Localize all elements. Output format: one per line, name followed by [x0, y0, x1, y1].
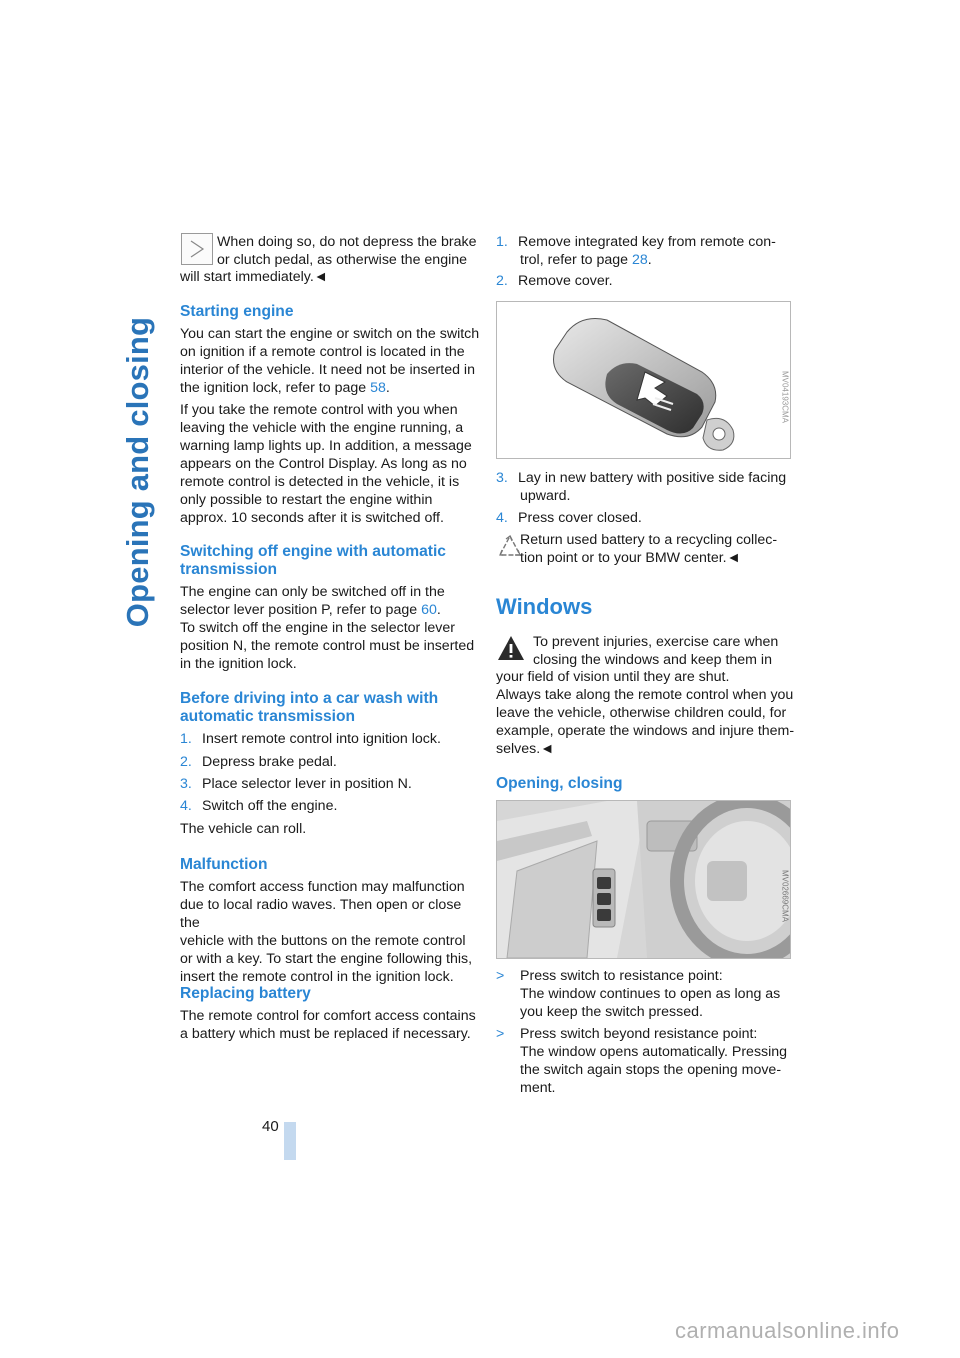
text-line: approx. 10 seconds after it is switched off.: [180, 510, 444, 526]
page-link-28[interactable]: 28: [631, 252, 648, 268]
text-line: Press switch beyond resistance point:: [520, 1026, 758, 1042]
heading-starting-engine: Starting engine: [180, 303, 294, 320]
section-title-text: Opening and closing: [120, 316, 155, 628]
warning-line-1: To prevent injuries, exercise care when: [533, 634, 779, 650]
heading-line: Switching off engine with automatic: [180, 543, 446, 560]
text-line: or with a key. To start the engine following this,: [180, 951, 473, 967]
step-number: 4.: [496, 510, 508, 526]
car-wash-step-3: [180, 775, 412, 793]
heading-malfunction: Malfunction: [180, 856, 268, 873]
text-line: only possible to restart the engine within: [180, 492, 433, 508]
text-line: Always take along the remote control when you: [496, 687, 794, 703]
text-line: insert the remote control in the ignition lock.: [180, 969, 454, 985]
note-line-1: When doing so, do not depress the brake: [217, 234, 477, 250]
text-line: If you take the remote control with you when: [180, 402, 458, 418]
sidebar-section-title: [118, 232, 158, 712]
step-text: Depress brake pedal.: [202, 754, 337, 770]
heading-line: transmission: [180, 561, 278, 578]
footer-watermark: carmanualsonline.info: [675, 1318, 900, 1343]
text-line: leaving the vehicle with the engine running, a: [180, 420, 464, 436]
step-text: Insert remote control into ignition lock.: [202, 731, 441, 747]
text-fragment: the ignition lock, refer to page: [180, 380, 371, 396]
text-line: position N, the remote control must be inserted: [180, 638, 475, 654]
figure-code-container: [778, 841, 791, 951]
text-line: selves.◄: [496, 741, 555, 757]
text-line: a battery which must be replaced if necessary.: [180, 1026, 471, 1042]
heading-replacing-battery: Replacing battery: [180, 985, 311, 1002]
car-wash-after: The vehicle can roll.: [180, 821, 307, 837]
page-number: 40: [262, 1118, 279, 1135]
step-text: upward.: [520, 488, 571, 504]
text-line: You can start the engine or switch on the switch: [180, 326, 480, 342]
step-number: 3.: [496, 470, 508, 486]
car-wash-step-2: [180, 753, 337, 771]
heading-switching-off: [180, 543, 480, 579]
warning-icon: [496, 633, 526, 663]
text-line: The engine can only be switched off in the: [180, 584, 445, 600]
text-line: interior of the vehicle. It need not be inserted in: [180, 362, 475, 378]
switching-off-paragraph: [180, 583, 480, 673]
step-text: Switch off the engine.: [202, 798, 338, 814]
figure-code: MV02669CMA: [780, 869, 790, 923]
text-line: example, operate the windows and injure them-: [496, 723, 795, 739]
starting-paragraph-2: [180, 401, 480, 527]
step-number: 1.: [496, 234, 508, 250]
text-line: due to local radio waves. Then open or close the: [180, 897, 462, 931]
text-fragment: .: [436, 602, 441, 618]
text-fragment: selector lever position P, refer to page: [180, 602, 422, 618]
text-line: The window opens automatically. Pressing: [520, 1044, 788, 1060]
opening-bullet-1: [496, 967, 796, 1021]
step-text: Remove cover.: [518, 273, 613, 289]
figure-code: MV04193CMA: [780, 370, 790, 424]
window-switch-figure: [496, 800, 791, 959]
warning-rest: [496, 668, 796, 758]
remote-control-illustration: [497, 302, 790, 458]
page-number-bar: [284, 1122, 296, 1160]
text-line: you keep the switch pressed.: [520, 1004, 703, 1020]
step-text: Place selector lever in position N.: [202, 776, 412, 792]
step-number: 2.: [496, 273, 508, 289]
remote-control-figure: [496, 301, 791, 459]
note-line-3: will start immediately.◄: [180, 269, 328, 285]
opening-bullet-2: [496, 1025, 796, 1097]
recycle-note: [520, 531, 800, 567]
bullet-text: [496, 1025, 796, 1097]
text-line: To switch off the engine in the selector lever: [180, 620, 455, 636]
bullet-marker: >: [496, 1026, 505, 1042]
text-line: ment.: [520, 1080, 556, 1096]
text-line: The window continues to open as long as: [520, 986, 781, 1002]
battery-step-1: [496, 233, 796, 269]
text-line: tion point or to your BMW center.◄: [520, 550, 741, 566]
battery-paragraph: [180, 1007, 480, 1043]
text-line: [180, 379, 480, 397]
text-line: warning lamp lights up. In addition, a message: [180, 438, 472, 454]
text-line: in the ignition lock.: [180, 656, 297, 672]
step-number: 4.: [180, 798, 192, 814]
note-line-2: or clutch pedal, as otherwise the engine: [217, 252, 468, 268]
bullet-text: [496, 967, 796, 1021]
text-line: [496, 251, 796, 269]
step-text: Remove integrated key from remote con-: [518, 234, 776, 250]
text-line: your field of vision until they are shut.: [496, 669, 730, 685]
step-number: 1.: [180, 731, 192, 747]
text-line: [496, 233, 796, 251]
heading-opening-closing: Opening, closing: [496, 775, 623, 792]
text-line: remote control is detected in the vehicle, it is: [180, 474, 460, 490]
car-wash-step-4: [180, 797, 337, 815]
heading-line: automatic transmission: [180, 708, 356, 725]
step-text: trol, refer to page: [520, 252, 632, 268]
figure-code-container: [778, 342, 791, 452]
text-line: leave the vehicle, otherwise children could, for: [496, 705, 787, 721]
step-number: 3.: [180, 776, 192, 792]
page-link-58[interactable]: 58: [370, 380, 386, 396]
step-text: Press cover closed.: [518, 510, 642, 526]
text-line: Press switch to resistance point:: [520, 968, 723, 984]
battery-step-3: [496, 469, 796, 505]
page-link-60[interactable]: 60: [421, 602, 437, 618]
step-number: 2.: [180, 754, 192, 770]
note-icon: [181, 233, 213, 265]
warning-line-2: closing the windows and keep them in: [533, 652, 772, 668]
text-line: Return used battery to a recycling collec-: [520, 532, 778, 548]
heading-car-wash: [180, 690, 480, 726]
text-line: on ignition if a remote control is located in the: [180, 344, 465, 360]
text-line: [180, 601, 480, 619]
battery-step-2: [496, 272, 613, 290]
starting-paragraph-1: [180, 325, 480, 397]
heading-line: Before driving into a car wash with: [180, 690, 439, 707]
battery-step-4: [496, 509, 642, 527]
car-wash-step-1: [180, 730, 441, 748]
bullet-marker: >: [496, 968, 505, 984]
text-line: [496, 469, 796, 487]
text-line: appears on the Control Display. As long as no: [180, 456, 467, 472]
door-panel-illustration: [497, 801, 790, 958]
text-line: the switch again stops the opening move-: [520, 1062, 782, 1078]
text-line: The remote control for comfort access contains: [180, 1008, 476, 1024]
malfunction-paragraph: [180, 878, 480, 986]
text-line: The comfort access function may malfunction: [180, 879, 465, 895]
text-fragment: .: [385, 380, 390, 396]
text-line: vehicle with the buttons on the remote control: [180, 933, 466, 949]
step-text: Lay in new battery with positive side facing: [518, 470, 787, 486]
heading-windows: Windows: [496, 594, 593, 619]
text-fragment: .: [647, 252, 652, 268]
